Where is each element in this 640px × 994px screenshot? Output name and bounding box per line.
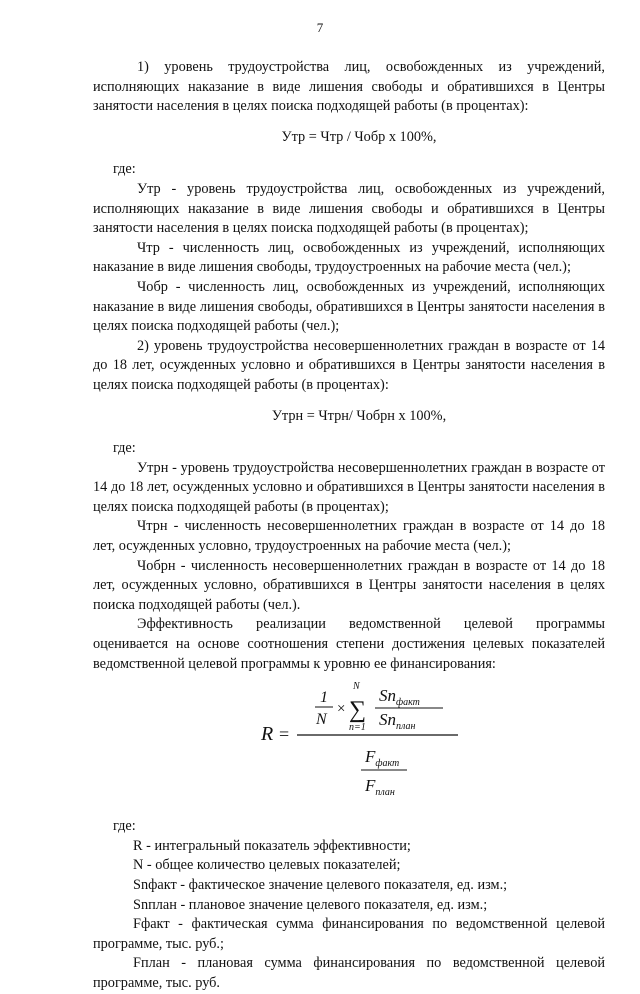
sn-fakt-sub: факт <box>396 697 420 709</box>
definition-chobr: Чобр - численность лиц, освобожденных из учреждений, исполняющих наказание в виде лишения свободы, обратившихся в Центры занятости населения в целях поиска подходящей работы (чел.); <box>93 278 605 335</box>
formula-n: N <box>316 711 327 729</box>
f-fakt-main: F <box>365 747 376 767</box>
formula-times: × <box>337 701 346 718</box>
definition-chtr: Чтр - численность лиц, освобожденных из учреждений, исполняющих наказание в виде лишения свободы, трудоустроенных на рабочие места (чел.); <box>93 239 605 276</box>
where-label-1: где: <box>113 161 136 178</box>
definition-sn-plan: Snплан - плановое значение целевого показателя, ед. изм.; <box>133 896 488 913</box>
section2-intro: 2) уровень трудоустройства несовершеннолетних граждан в возрасте от 14 до 18 лет, осужденных условно и обратившихся в Центры занятости населения в целях поиска подходящей работы (в процентах): <box>93 337 605 393</box>
formula-one: 1 <box>320 689 328 707</box>
definition-chtrn: Чтрн - численность несовершеннолетних граждан в возрасте от 14 до 18 лет, осужденных условно, трудоустроенных на рабочие места (чел.); <box>93 518 605 555</box>
definition-f-fakt: Fфакт - фактическая сумма финансирования по ведомственной целевой программе, тыс. руб.; <box>93 916 605 952</box>
f-plan <box>364 776 395 798</box>
definition-f-plan: Fплан - плановая сумма финансирования по ведомственной целевой программе, тыс. руб. <box>93 955 605 991</box>
sn-plan <box>379 710 415 732</box>
formula-eq: = <box>279 724 290 745</box>
efficiency-formula <box>253 680 473 805</box>
f-plan-sub: план <box>375 787 395 799</box>
section1-intro: 1) уровень трудоустройства лиц, освобожденных из учреждений, исполняющих наказание в виде лишения свободы и обратившихся в Центры занятости населения в целях поиска подходящей работы (в процентах): <box>93 59 605 115</box>
definition-utrn: Утрн - уровень трудоустройства несовершеннолетних граждан в возрасте от 14 до 18 лет, осужденных условно и обратившихся в Центры занятости населения в целях поиска подходящей работы (в процентах); <box>93 459 605 515</box>
sum-upper-limit: N <box>353 681 360 693</box>
section3-intro: Эффективность реализации ведомственной целевой программы оценивается на основе соотношения степени достижения целевых показателей ведомственной целевой программы к уровню ее финансирования: <box>93 616 605 672</box>
definition-n: N - общее количество целевых показателей; <box>133 857 401 874</box>
definition-chobrn: Чобрн - численность несовершеннолетних граждан в возрасте от 14 до 18 лет, осужденных условно, обратившихся в Центры занятости населения в целях поиска подходящей работы (чел.). <box>93 557 605 613</box>
definition-r: R - интегральный показатель эффективности; <box>133 837 411 854</box>
page-number: 7 <box>316 20 324 35</box>
f-plan-main: F <box>365 776 376 796</box>
sn-fakt <box>379 686 420 708</box>
sn-fakt-main: Sn <box>379 686 396 706</box>
definition-sn-fakt: Snфакт - фактическое значение целевого показателя, ед. изм.; <box>133 877 508 893</box>
where-label-3: где: <box>113 818 136 835</box>
formula-lhs: R <box>261 723 274 746</box>
formula-utr: Утр = Чтр / Чобр х 100%, <box>281 128 437 145</box>
f-fakt-sub: факт <box>375 758 400 770</box>
document-body <box>93 58 605 994</box>
formula-utrn: Утрн = Чтрн/ Чобрн х 100%, <box>271 407 447 424</box>
where-label-2: где: <box>113 440 136 457</box>
definition-utr: Утр - уровень трудоустройства лиц, освобожденных из учреждений, исполняющих наказание в виде лишения свободы и обратившихся в Центры занятости населения в целях поиска подходящей работы (в процентах); <box>93 180 605 237</box>
sn-plan-sub: план <box>396 721 416 733</box>
f-fakt <box>364 747 399 769</box>
sum-lower-limit: n=1 <box>349 722 366 734</box>
sn-plan-main: Sn <box>379 710 396 730</box>
sigma-symbol: ∑ <box>349 697 367 724</box>
